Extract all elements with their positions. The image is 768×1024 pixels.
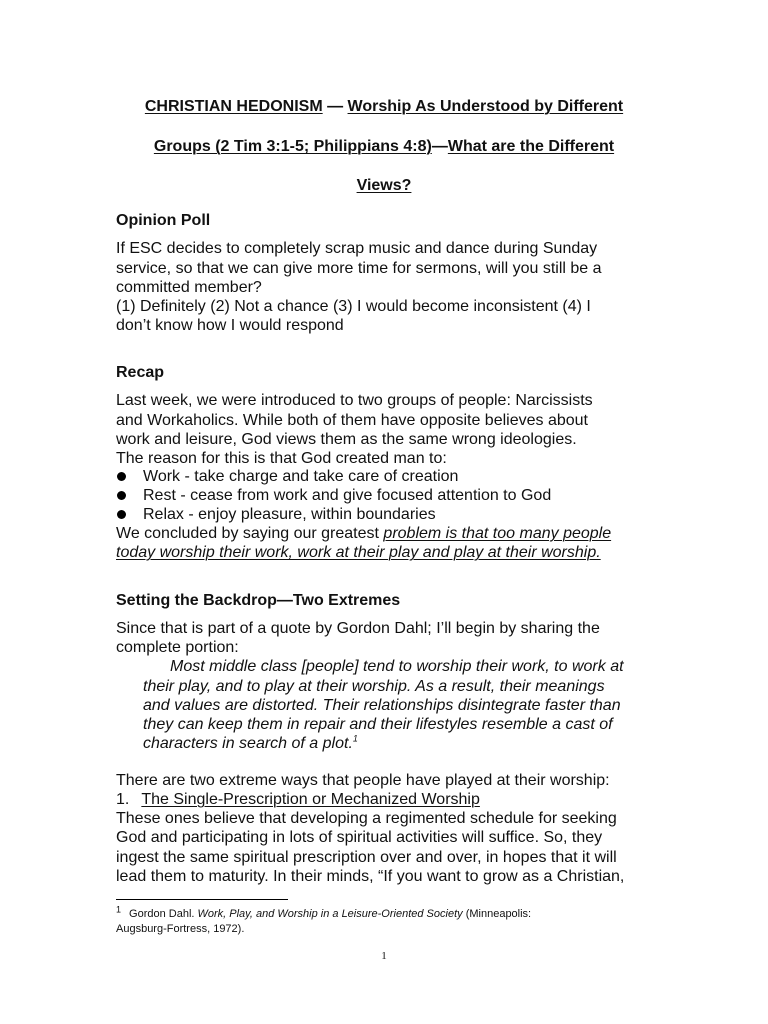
opinion-poll-heading: Opinion Poll (116, 212, 211, 229)
title-dash: — (322, 98, 348, 115)
poll-options-line: (1) Definitely (2) Not a chance (3) I would become inconsistent (4) I (116, 298, 591, 315)
gordon-dahl-quote-line: Most middle class [people] tend to worship their work, to work at (170, 658, 624, 675)
footnote-line-1 (116, 904, 532, 921)
gordon-dahl-quote-line (143, 734, 358, 753)
extreme-item-1-title-line (116, 790, 480, 809)
extreme-item-number: 1. (116, 791, 130, 808)
footnote-ref: 1 (352, 733, 358, 744)
recap-line: The reason for this is that God created man to: (116, 450, 447, 467)
extremes-intro: There are two extreme ways that people have played at their worship: (116, 772, 610, 789)
footnote-author: Gordon Dahl. (129, 908, 198, 920)
title-subtitle-c: Views? (356, 177, 412, 194)
title-subtitle-b: What are the Different (447, 138, 615, 155)
gordon-dahl-quote-line: their play, and to play at their worship. As a result, their meanings (143, 678, 605, 695)
title-main: CHRISTIAN HEDONISM (144, 98, 323, 115)
recap-conclusion-text: We concluded by saying our greatest (116, 525, 384, 542)
footnote-line-2: Augsburg-Fortress, 1972). (116, 923, 245, 935)
title-line-1 (0, 97, 768, 116)
extreme-item-1-line: lead them to maturity. In their minds, “If you want to grow as a Christian, (116, 868, 625, 885)
recap-line: and Workaholics. While both of them have opposite believes about (116, 412, 588, 429)
footnote-publisher: (Minneapolis: (462, 908, 532, 920)
recap-line: Last week, we were introduced to two groups of people: Narcissists (116, 392, 593, 409)
poll-line: committed member? (116, 279, 262, 296)
bullet-icon (117, 491, 126, 500)
extreme-item-1-line: ingest the same spiritual prescription over and over, in hopes that it will (116, 849, 617, 866)
title-dash: — (431, 138, 448, 155)
recap-conclusion-emphasis: today worship their work, work at their play and play at their worship. (116, 544, 601, 561)
bullet-icon (117, 472, 126, 481)
backdrop-line: complete portion: (116, 639, 239, 656)
quote-last-line: characters in search of a plot. (143, 735, 353, 752)
bullet-icon (117, 510, 126, 519)
footnote-book-title: Work, Play, and Worship in a Leisure-Oriented Society (197, 908, 463, 920)
poll-line: service, so that we can give more time for sermons, will you still be a (116, 260, 602, 277)
footnote-separator (116, 899, 288, 900)
title-subtitle-a: Worship As Understood by Different (347, 98, 624, 115)
recap-conclusion-emphasis: problem is that too many people (383, 525, 612, 542)
recap-bullet-rest: Rest - cease from work and give focused attention to God (143, 487, 552, 504)
poll-options-line: don’t know how I would respond (116, 317, 344, 334)
recap-bullet-work: Work - take charge and take care of creation (143, 468, 459, 485)
recap-conclusion-line (116, 524, 611, 543)
gordon-dahl-quote-line: and values are distorted. Their relationships disintegrate faster than (143, 697, 621, 714)
title-line-2 (0, 137, 768, 156)
page-number: 1 (381, 950, 387, 962)
recap-heading: Recap (116, 364, 165, 381)
footnote-marker: 1 (116, 904, 122, 915)
extreme-item-title: The Single-Prescription or Mechanized Worship (141, 791, 480, 808)
title-scripture-ref: Groups (2 Tim 3:1-5; Philippians 4:8) (153, 138, 432, 155)
poll-line: If ESC decides to completely scrap music and dance during Sunday (116, 240, 598, 257)
gordon-dahl-quote-line: they can keep them in repair and their lifestyles resemble a cast of (143, 716, 613, 733)
recap-bullet-relax: Relax - enjoy pleasure, within boundaries (143, 506, 436, 523)
recap-line: work and leisure, God views them as the same wrong ideologies. (116, 431, 577, 448)
backdrop-line: Since that is part of a quote by Gordon Dahl; I’ll begin by sharing the (116, 620, 600, 637)
extreme-item-1-line: God and participating in lots of spiritual activities will suffice. So, they (116, 829, 603, 846)
title-line-3 (0, 176, 768, 195)
extreme-item-1-line: These ones believe that developing a regimented schedule for seeking (116, 810, 617, 827)
backdrop-heading: Setting the Backdrop—Two Extremes (116, 592, 401, 609)
